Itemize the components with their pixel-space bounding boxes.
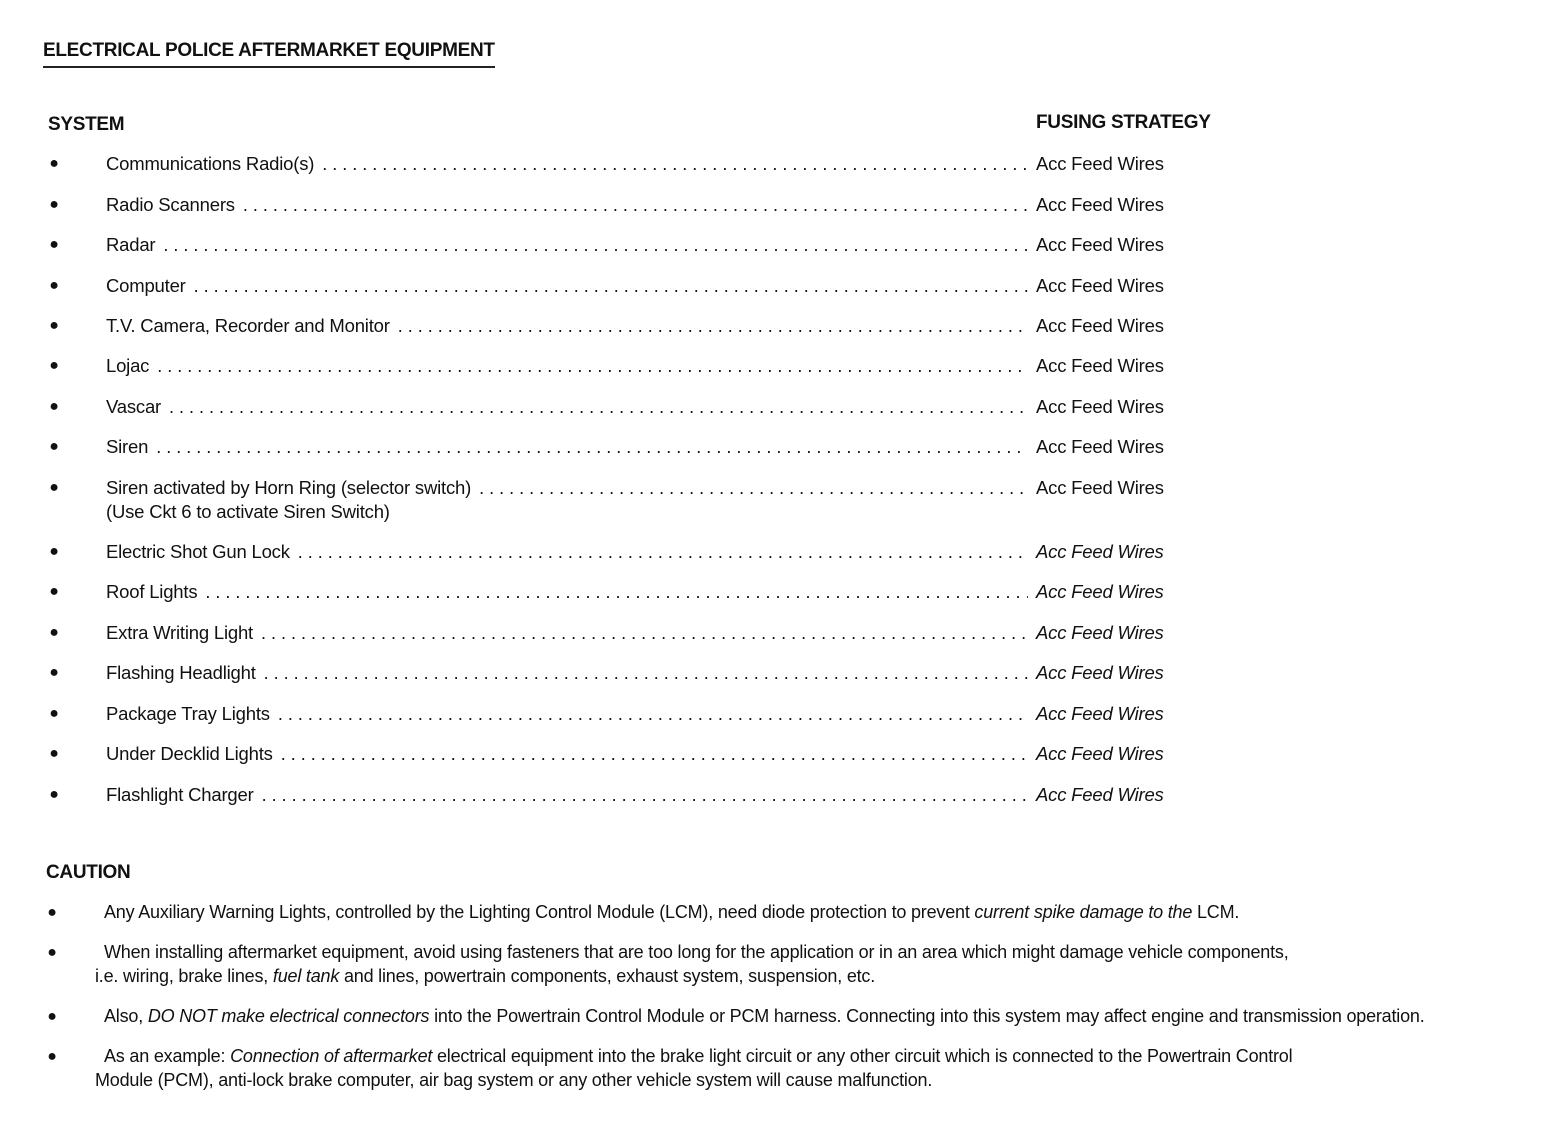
system-row: [0, 194, 1566, 220]
system-name: Radar: [106, 234, 156, 255]
fusing-value: Acc Feed Wires: [1036, 315, 1164, 336]
caution-text: As an example: Connection of aftermarket electrical equipment into the brake light circuit or any other circuit which is connected to the Powertrain Control: [104, 1046, 1293, 1066]
bullet-icon: ●: [49, 155, 59, 172]
system-row: [0, 355, 1566, 381]
bullet-icon: ●: [49, 705, 59, 722]
system-row: [0, 436, 1566, 462]
fusing-value: Acc Feed Wires: [1036, 436, 1164, 457]
fusing-value: Acc Feed Wires: [1036, 662, 1164, 683]
dot-leader: [194, 275, 1028, 297]
dot-leader: [169, 396, 1028, 418]
dot-leader: [278, 703, 1028, 725]
dot-leader: [205, 581, 1028, 603]
system-row: [0, 315, 1566, 341]
caution-text-continued: Module (PCM), anti-lock brake computer, air bag system or any other vehicle system will cause malfunction.: [95, 1070, 933, 1090]
system-row: [0, 784, 1566, 810]
system-name: Package Tray Lights: [106, 703, 270, 724]
system-name: Vascar: [106, 396, 162, 417]
system-row: [0, 234, 1566, 260]
fusing-value: Acc Feed Wires: [1036, 194, 1164, 215]
dot-leader: [479, 477, 1028, 499]
dot-leader: [157, 355, 1028, 377]
page-title: ELECTRICAL POLICE AFTERMARKET EQUIPMENT: [43, 40, 495, 68]
dot-leader: [156, 436, 1028, 458]
dot-leader: [281, 743, 1028, 765]
system-name: Communications Radio(s): [106, 153, 315, 174]
fusing-value: Acc Feed Wires: [1036, 396, 1164, 417]
system-note: (Use Ckt 6 to activate Siren Switch): [106, 501, 390, 522]
caution-text-continued: i.e. wiring, brake lines, fuel tank and lines, powertrain components, exhaust system, suspension, etc.: [95, 966, 876, 986]
fusing-value: Acc Feed Wires: [1036, 355, 1164, 376]
system-name: Electric Shot Gun Lock: [106, 541, 290, 562]
bullet-icon: ●: [49, 196, 59, 213]
bullet-icon: ●: [49, 786, 59, 803]
fusing-strategy-column-header: FUSING STRATEGY: [1036, 112, 1211, 133]
dot-leader: [262, 784, 1028, 806]
system-row: [0, 153, 1566, 179]
system-row: [0, 622, 1566, 648]
fusing-value: Acc Feed Wires: [1036, 234, 1164, 255]
system-name: Flashing Headlight: [106, 662, 256, 683]
system-column-header: SYSTEM: [48, 114, 125, 135]
bullet-icon: ●: [49, 479, 59, 496]
fusing-value: Acc Feed Wires: [1036, 541, 1164, 562]
system-name: Extra Writing Light: [106, 622, 254, 643]
bullet-icon: ●: [47, 1008, 57, 1025]
bullet-icon: ●: [49, 317, 59, 334]
dot-leader: [264, 662, 1028, 684]
dot-leader: [398, 315, 1028, 337]
system-name: Flashlight Charger: [106, 784, 254, 805]
bullet-icon: ●: [49, 398, 59, 415]
system-name: T.V. Camera, Recorder and Monitor: [106, 315, 390, 336]
dot-leader: [163, 234, 1028, 256]
system-row: [0, 275, 1566, 301]
bullet-icon: ●: [49, 624, 59, 641]
system-name: Roof Lights: [106, 581, 198, 602]
system-name: Siren: [106, 436, 149, 457]
system-row: [0, 477, 1566, 529]
system-row: [0, 396, 1566, 422]
fusing-value: Acc Feed Wires: [1036, 275, 1164, 296]
bullet-icon: ●: [49, 357, 59, 374]
bullet-icon: ●: [47, 944, 57, 961]
system-name: Radio Scanners: [106, 194, 235, 215]
dot-leader: [243, 194, 1028, 216]
bullet-icon: ●: [49, 664, 59, 681]
system-name: Computer: [106, 275, 186, 296]
fusing-value: Acc Feed Wires: [1036, 703, 1164, 724]
bullet-icon: ●: [47, 904, 57, 921]
fusing-value: Acc Feed Wires: [1036, 784, 1164, 805]
system-name: Lojac: [106, 355, 150, 376]
fusing-value: Acc Feed Wires: [1036, 153, 1164, 174]
bullet-icon: ●: [49, 438, 59, 455]
caution-text: Any Auxiliary Warning Lights, controlled by the Lighting Control Module (LCM), need diode protection to prevent current spike damage to the LCM.: [104, 902, 1240, 922]
bullet-icon: ●: [47, 1048, 57, 1065]
dot-leader: [322, 153, 1028, 175]
bullet-icon: ●: [49, 745, 59, 762]
dot-leader: [261, 622, 1028, 644]
bullet-icon: ●: [49, 277, 59, 294]
caution-heading: CAUTION: [46, 862, 131, 883]
fusing-value: Acc Feed Wires: [1036, 581, 1164, 602]
system-name: Siren activated by Horn Ring (selector switch): [106, 477, 472, 498]
system-row: [0, 581, 1566, 607]
bullet-icon: ●: [49, 543, 59, 560]
system-row: [0, 743, 1566, 769]
bullet-icon: ●: [49, 583, 59, 600]
system-row: [0, 703, 1566, 729]
caution-text: Also, DO NOT make electrical connectors into the Powertrain Control Module or PCM harness. Connecting into this system may affect engine and transmission operation.: [104, 1006, 1425, 1026]
caution-text: When installing aftermarket equipment, avoid using fasteners that are too long for the application or in an area which might damage vehicle components,: [104, 942, 1289, 962]
system-row: [0, 662, 1566, 688]
system-name: Under Decklid Lights: [106, 743, 273, 764]
dot-leader: [298, 541, 1028, 563]
bullet-icon: ●: [49, 236, 59, 253]
fusing-value: Acc Feed Wires: [1036, 743, 1164, 764]
fusing-value: Acc Feed Wires: [1036, 622, 1164, 643]
fusing-value: Acc Feed Wires: [1036, 477, 1164, 498]
system-row: [0, 541, 1566, 567]
